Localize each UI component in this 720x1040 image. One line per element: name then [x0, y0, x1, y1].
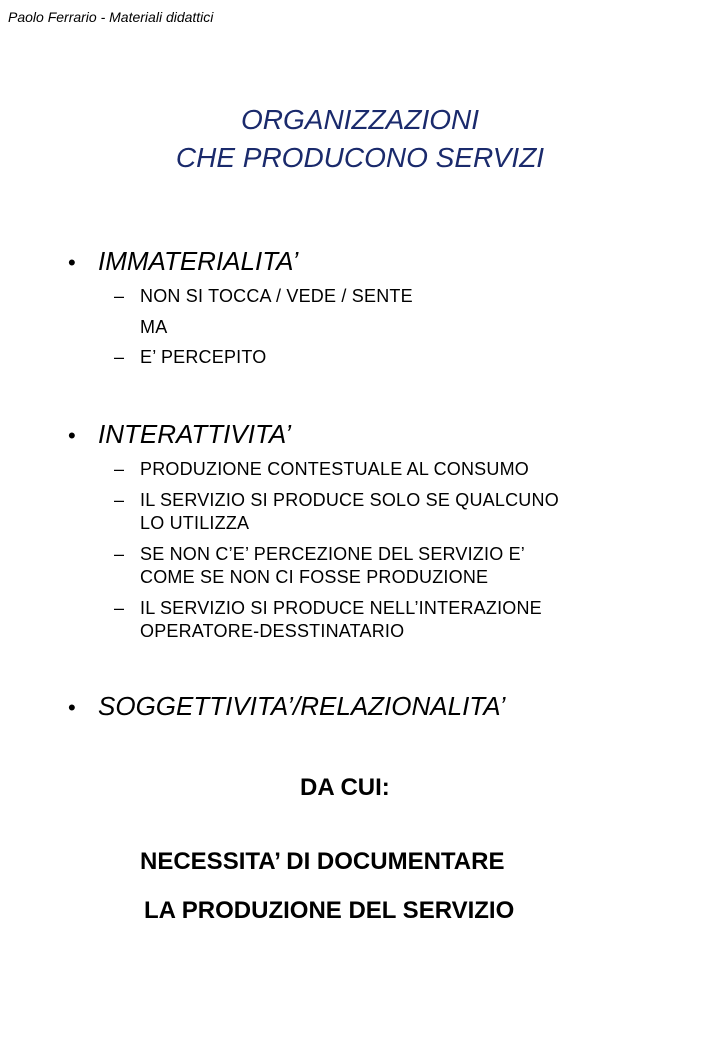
bullet-label: IMMATERIALITA’ — [98, 246, 299, 276]
conclusion-line-2: LA PRODUZIONE DEL SERVIZIO — [144, 897, 515, 924]
header-note: Paolo Ferrario - Materiali didattici — [8, 9, 214, 25]
bullet-immaterialita — [68, 246, 298, 277]
sub-item-text: IL SERVIZIO SI PRODUCE SOLO SE QUALCUNO — [140, 490, 559, 510]
sub-item — [114, 286, 413, 307]
page-title-line-2: CHE PRODUCONO SERVIZI — [175, 142, 545, 173]
sub-item — [114, 598, 542, 619]
sub-item-continuation: OPERATORE-DESSTINATARIO — [140, 621, 405, 641]
dash: – — [114, 286, 125, 306]
dash: – — [114, 459, 125, 479]
dash: – — [114, 490, 125, 510]
dash: – — [114, 544, 125, 564]
bullet-label: SOGGETTIVITA’/RELAZIONALITA’ — [98, 691, 506, 721]
sub-item-continuation: LO UTILIZZA — [140, 513, 250, 533]
sub-item — [114, 459, 529, 480]
bullet-interattivita — [68, 419, 291, 450]
sub-item-text: IL SERVIZIO SI PRODUCE NELL’INTERAZIONE — [140, 598, 542, 618]
bullet-soggettivita-relazionalita — [68, 691, 505, 722]
sub-item — [114, 490, 559, 511]
dash: – — [114, 598, 125, 618]
conclusion-lead: DA CUI: — [300, 774, 390, 801]
bullet-dot: • — [68, 423, 76, 448]
dash: – — [114, 347, 125, 367]
sub-item-text: PRODUZIONE CONTESTUALE AL CONSUMO — [140, 459, 529, 479]
sub-item — [114, 347, 266, 368]
sub-item-text: NON SI TOCCA / VEDE / SENTE — [140, 286, 413, 306]
bullet-dot: • — [68, 695, 76, 720]
bullet-label: INTERATTIVITA’ — [98, 419, 292, 449]
sub-item — [114, 544, 525, 565]
sub-item-plain: MA — [140, 317, 168, 337]
sub-item-text: SE NON C’E’ PERCEZIONE DEL SERVIZIO E’ — [140, 544, 526, 564]
conclusion-line-1: NECESSITA’ DI DOCUMENTARE — [140, 848, 505, 875]
sub-item-continuation: COME SE NON CI FOSSE PRODUZIONE — [140, 567, 489, 587]
bullet-dot: • — [68, 250, 76, 275]
page-title-line-1: ORGANIZZAZIONI — [241, 104, 479, 135]
sub-item-text: E’ PERCEPITO — [140, 347, 267, 367]
